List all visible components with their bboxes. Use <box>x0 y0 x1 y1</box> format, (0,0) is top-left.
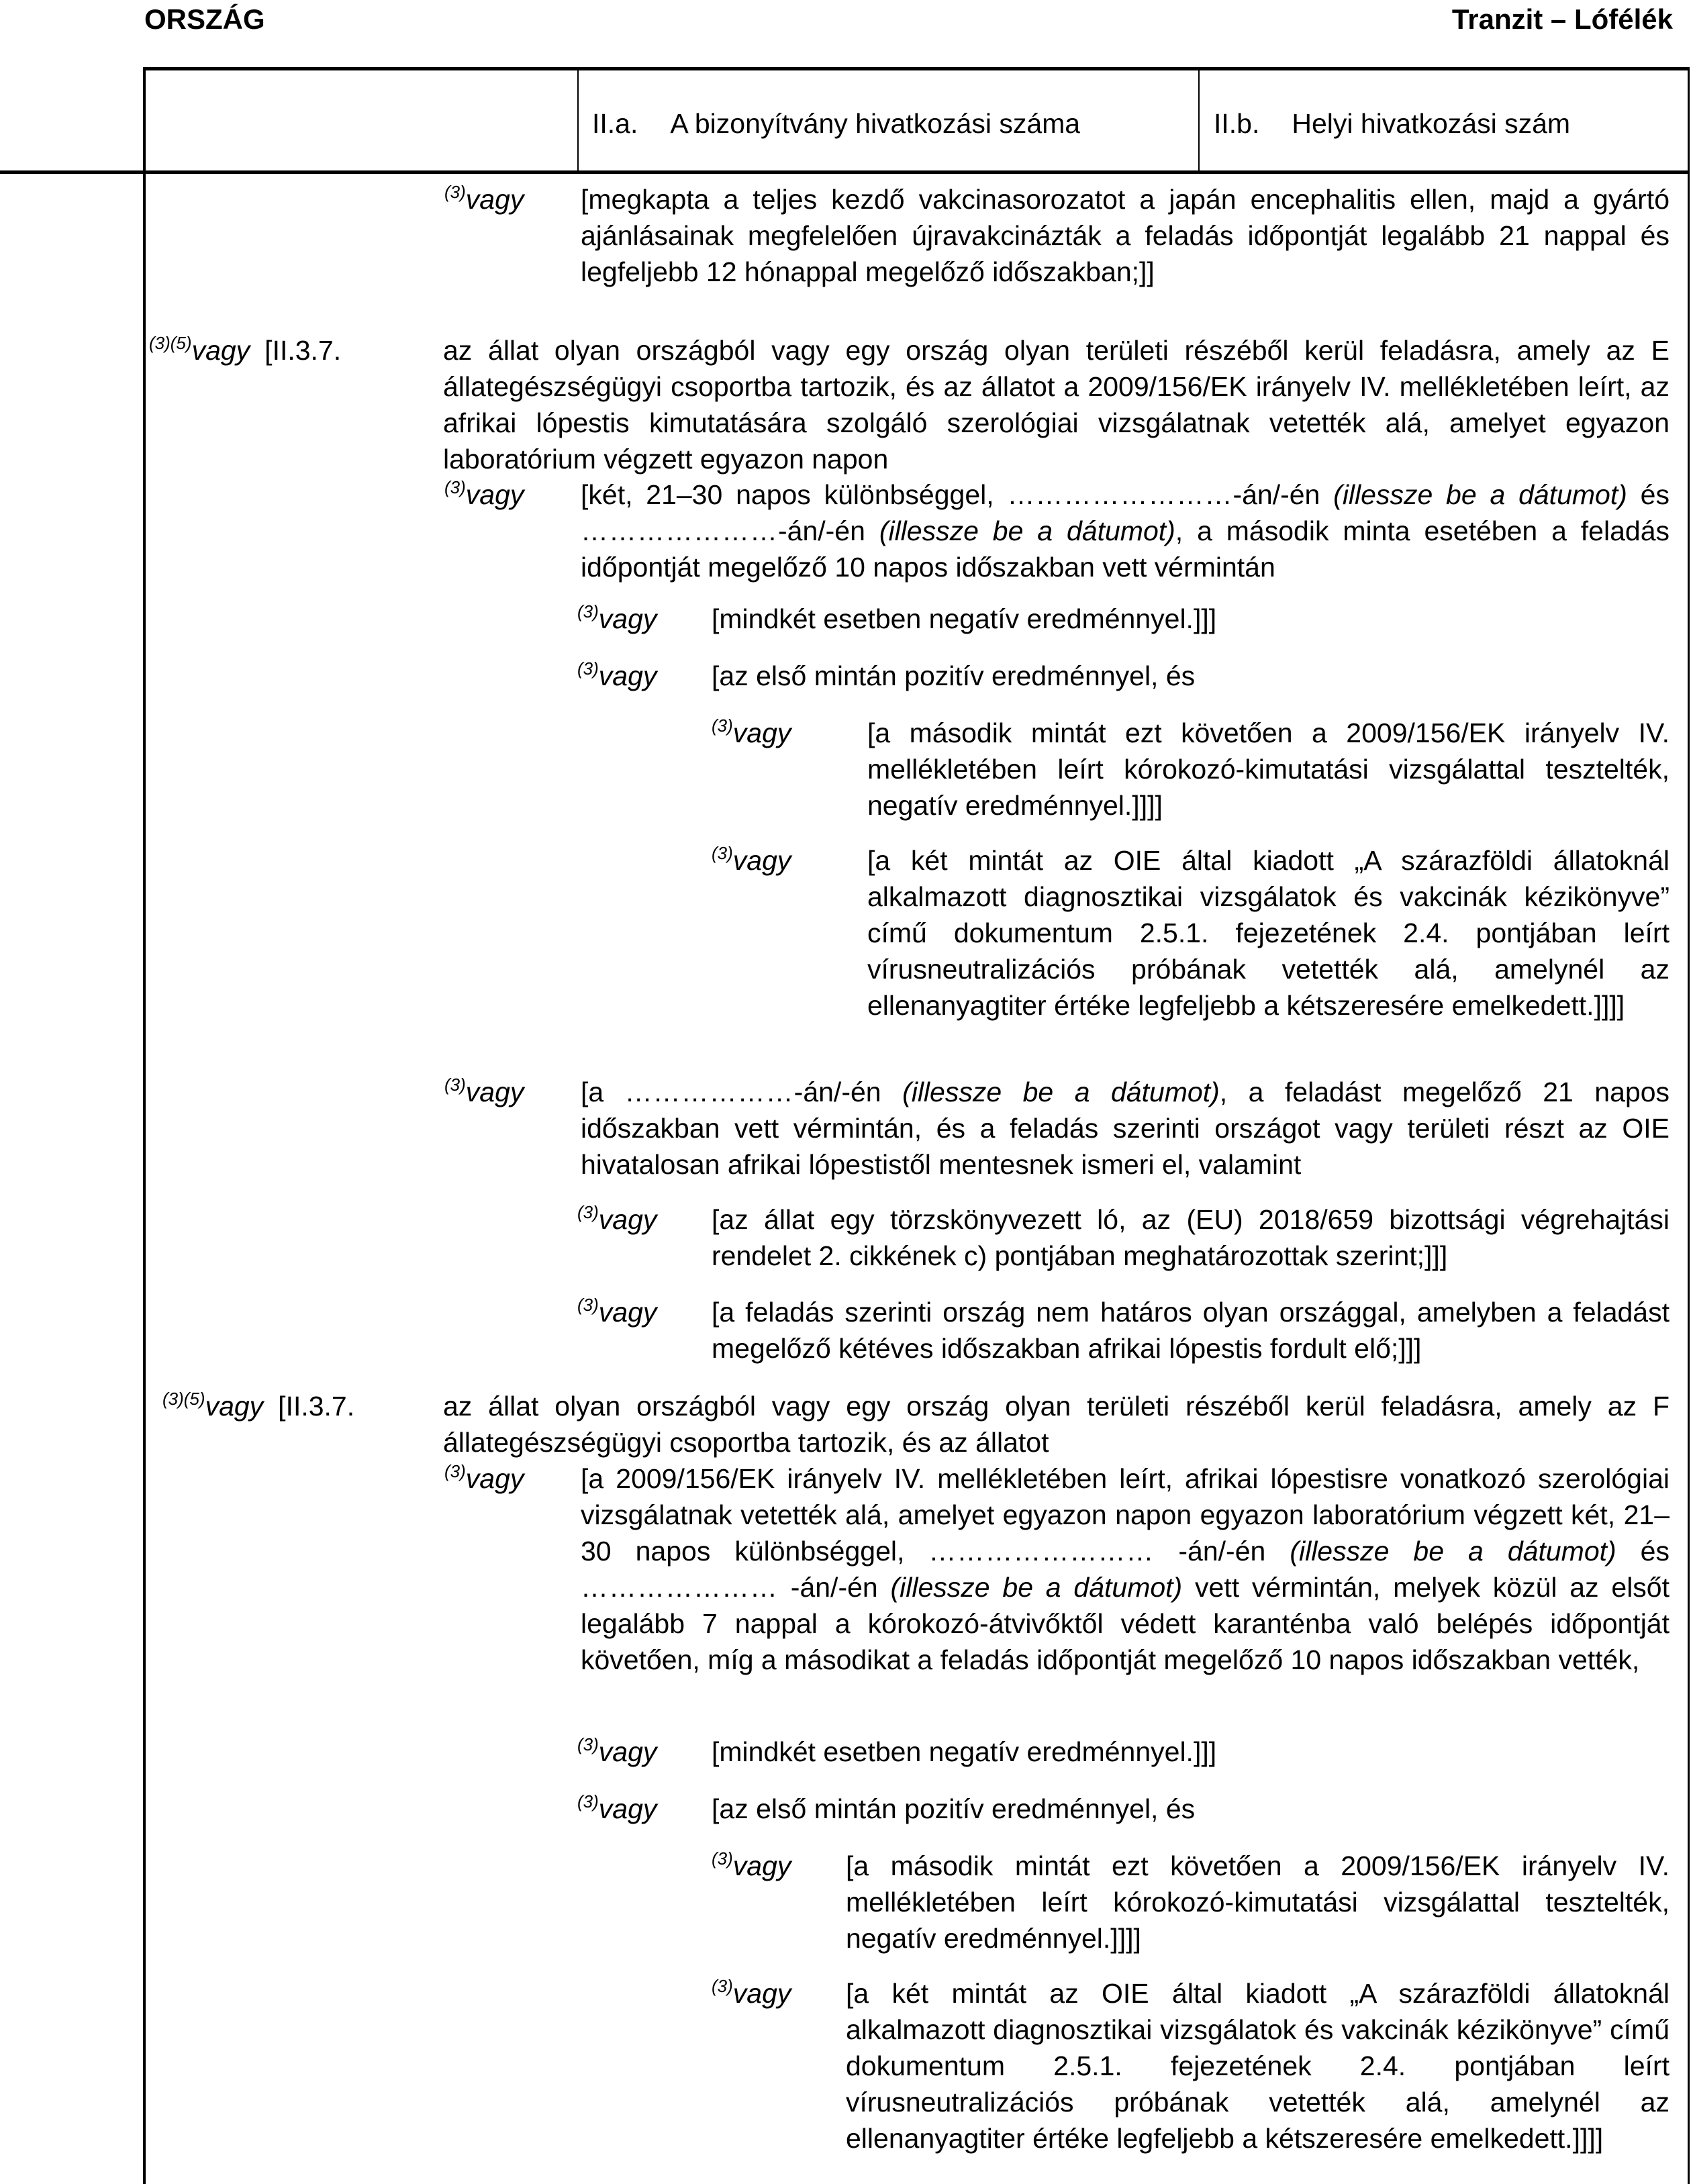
date-blank[interactable]: …………………… <box>1007 479 1233 510</box>
option-marker: $^{(3)}$vagy <box>577 601 657 634</box>
local-reference-label: Helyi hivatkozási szám <box>1292 108 1571 139</box>
document-title: Tranzit – Lófélék <box>1451 3 1673 35</box>
f-group-clause: az állat olyan országból vagy egy ország olyan területi részéből kerül feladásra, amely az F állategészségügyi csoportba tartozik, és az állatot <box>443 1391 1670 1458</box>
e-group-single-sample-clause: [a ………………-án/-én (illessze be a dátumot), a feladást megelőző 21 napos időszakban vett vérmintán, és a feladás szerinti országot vagy területi részt az OIE hivatalosan afrikai lópestistől mentesnek ismeri el, valamint <box>581 1077 1670 1180</box>
option-marker: $^{(3)}$vagy <box>444 1075 524 1107</box>
registered-horse-clause: [az állat egy törzskönyvezett ló, az (EU) 2018/659 bizottsági végrehajtási rendelet 2. cikkének c) pontjában meghatározottak szerint;]]] <box>712 1204 1670 1271</box>
option-marker: $^{(3)}$vagy <box>577 1734 657 1767</box>
country-label: ORSZÁG <box>144 3 265 35</box>
first-positive-clause: [az első mintán pozitív eredménnyel, és <box>712 1793 1196 1824</box>
f-group-marker: $^{(3)(5)}$vagy [II.3.7. <box>162 1389 355 1422</box>
option-marker: $^{(3)}$vagy <box>444 477 524 510</box>
option-marker: $^{(3)}$vagy <box>577 1295 657 1328</box>
table-top-border <box>144 67 1690 70</box>
option-marker: $^{(3)}$vagy <box>444 182 524 215</box>
date-blank[interactable]: …………………… <box>928 1536 1155 1567</box>
virus-neutralisation-clause: [a két mintát az OIE által kiadott „A szárazföldi állatoknál alkalmazott diagnosztikai vizsgálatok és vakcinák kézikönyve” című dokumentum 2.5.1. fejezetének 2.4. pontjában leírt vírusneutralizációs próbának vetették alá, amelynél az ellenanyagtiter értéke legfeljebb a kétszeresére emelkedett.]]]] <box>846 1978 1670 2154</box>
both-negative-clause: [mindkét esetben negatív eredménnyel.]]] <box>712 603 1217 634</box>
header-bottom-border <box>0 170 1690 174</box>
virus-neutralisation-clause: [a két mintát az OIE által kiadott „A szárazföldi állatoknál alkalmazott diagnosztikai vizsgálatok és vakcinák kézikönyve” című dokumentum 2.5.1. fejezetének 2.4. pontjában leírt vírusneutralizációs próbának vetették alá, amelynél az ellenanyagtiter értéke legfeljebb a kétszeresére emelkedett.]]]] <box>867 845 1670 1021</box>
date-blank[interactable]: ……………… <box>624 1077 794 1107</box>
date-blank[interactable]: ………………… <box>581 515 778 546</box>
table-right-border <box>1688 67 1690 2184</box>
option-marker: $^{(3)}$vagy <box>577 1791 657 1824</box>
option-marker: $^{(3)}$vagy <box>712 1976 791 2009</box>
local-reference-cell <box>1214 105 1570 142</box>
option-marker: $^{(3)}$vagy <box>577 1202 657 1235</box>
certificate-reference-label: A bizonyítvány hivatkozási száma <box>670 108 1081 139</box>
header-column-divider <box>577 70 579 171</box>
no-bordering-outbreak-clause: [a feladás szerinti ország nem határos olyan országgal, amelyben a feladást megelőző kétéves időszakban afrikai lópestis fordult elő;]]] <box>712 1297 1670 1364</box>
je-vaccination-clause: [megkapta a teljes kezdő vakcinasorozatot a japán encephalitis ellen, majd a gyártó ajánlásainak megfelelően újravakcinázták a feladás időpontját legalább 21 nappal és legfeljebb 12 hónappal megelőző időszakban;]] <box>581 184 1670 287</box>
option-marker: $^{(3)}$vagy <box>712 1848 791 1881</box>
agent-detection-clause: [a második mintát ezt követően a 2009/156/EK irányelv IV. mellékletében leírt kórokozó-kimutatási vizsgálattal tesztelték, negatív eredménnyel.]]]] <box>867 717 1670 821</box>
e-group-two-samples-clause: [két, 21–30 napos különbséggel, ……………………-án/-én (illessze be a dátumot) és …………………-án/-én (illessze be a dátumot), a második minta esetében a feladás időpontját megelőző 10 napos időszakban vett vérmintán <box>581 479 1670 583</box>
local-reference-number: II.b. <box>1214 108 1260 139</box>
f-group-serology-clause: [a 2009/156/EK irányelv IV. mellékletében leírt, afrikai lópestisre vonatkozó szerológiai vizsgálatnak vetették alá, amelyet egyazon napon egyazon laboratórium végzett két, 21–30 napos különbséggel, …………………… -án/-én (illessze be a dátumot) és ………………… -án/-én (illessze be a dátumot) vett vérmintán, melyek közül az elsőt legalább 7 nappal a kórokozó-átvivőktől védett karanténba való belépés időpontját követően, míg a másodikat a feladás időpontját megelőző 10 napos időszakban vették, <box>581 1463 1670 1675</box>
both-negative-clause: [mindkét esetben negatív eredménnyel.]]] <box>712 1736 1217 1767</box>
date-blank[interactable]: ………………… <box>581 1572 778 1603</box>
option-marker: $^{(3)}$vagy <box>444 1461 524 1494</box>
option-marker: $^{(3)}$vagy <box>577 658 657 691</box>
first-positive-clause: [az első mintán pozitív eredménnyel, és <box>712 660 1196 691</box>
option-marker: $^{(3)}$vagy <box>712 715 791 748</box>
header-column-divider <box>1198 70 1200 171</box>
e-group-marker: $^{(3)(5)}$vagy [II.3.7. <box>149 333 342 366</box>
table-left-border <box>143 67 146 2184</box>
certificate-reference-cell <box>592 105 1080 142</box>
option-marker: $^{(3)}$vagy <box>712 843 791 876</box>
agent-detection-clause: [a második mintát ezt követően a 2009/156/EK irányelv IV. mellékletében leírt kórokozó-kimutatási vizsgálattal tesztelték, negatív eredménnyel.]]]] <box>846 1850 1670 1954</box>
e-group-clause: az állat olyan országból vagy egy ország olyan területi részéből kerül feladásra, amely az E állategészségügyi csoportba tartozik, és az állatot a 2009/156/EK irányelv IV. mellékletében leírt, az afrikai lópestis kimutatására szolgáló szerológiai vizsgálatnak vetették alá, amelyet egyazon laboratórium végzett egyazon napon <box>443 335 1670 475</box>
certificate-reference-number: II.a. <box>592 108 638 139</box>
